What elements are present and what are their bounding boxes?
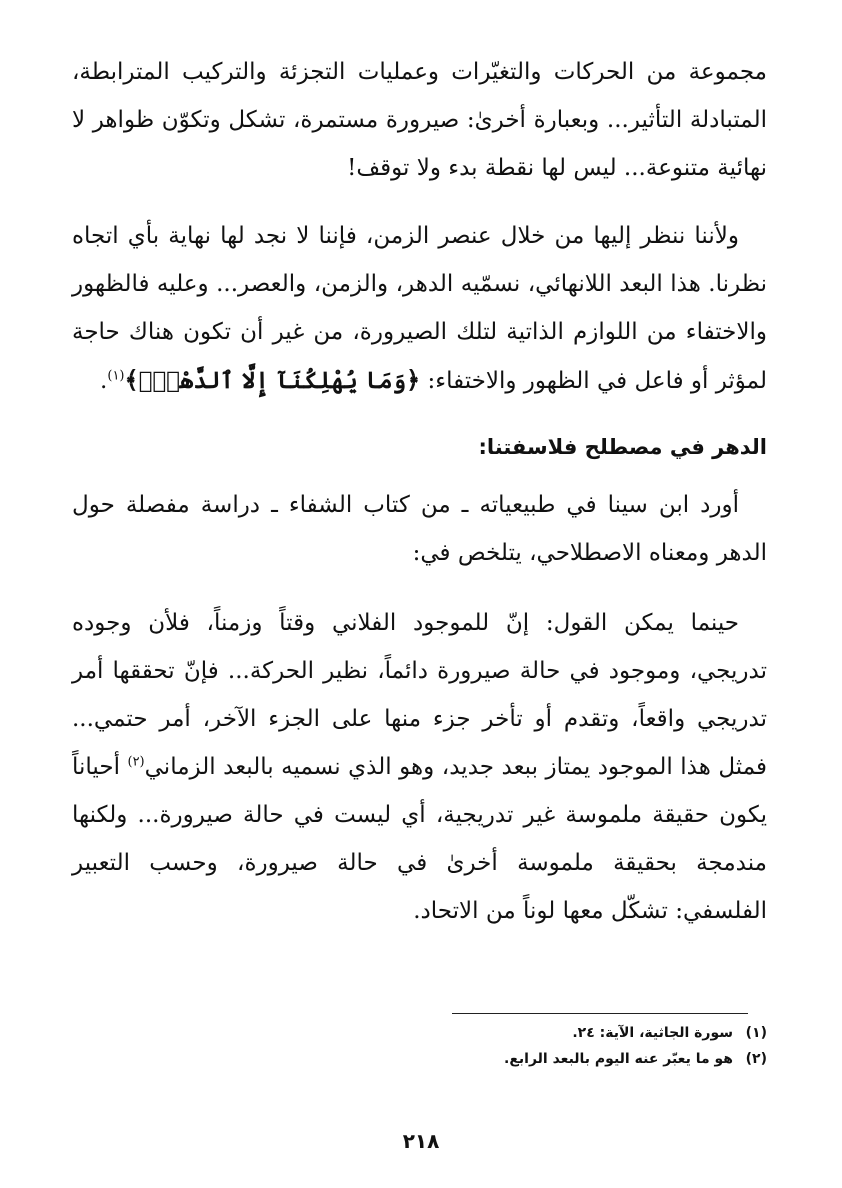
footnote-2 bbox=[300, 1046, 767, 1072]
quran-bracket-close: ﴾ bbox=[124, 365, 139, 394]
footnotes bbox=[300, 1020, 767, 1072]
footnote-2-text: هو ما يعبّر عنه اليوم بالبعد الرابع. bbox=[504, 1051, 733, 1067]
footnote-1-text: سورة الجاثية، الآية: ٢٤. bbox=[572, 1025, 733, 1041]
paragraph-2 bbox=[72, 212, 767, 405]
paragraph-2-end: . bbox=[100, 368, 108, 394]
quran-bracket-open: ﴿ bbox=[406, 365, 421, 394]
footnote-ref-1: (١) bbox=[107, 368, 125, 384]
footnote-2-number: (٢) bbox=[745, 1051, 767, 1067]
paragraph-4-text-a: حينما يمكن القول: إنّ للموجود الفلاني وقتاً وزمناً، فلأن وجوده تدريجي، وموجود في حالة صيرورة دائماً، نظير الحركة... فإنّ تحققها أمر تدريجي واقعاً، وتقدم أو تأخر جزء منها على الجزء الآخر، أمر حتمي... فمثل هذا الموجود يمتاز ببعد جديد، وهو الذي نسميه بالبعد الزماني bbox=[72, 610, 767, 780]
footnote-divider bbox=[452, 1013, 748, 1014]
paragraph-3: أورد ابن سينا في طبيعياته ـ من كتاب الشفاء ـ دراسة مفصلة حول الدهر ومعناه الاصطلاحي، يتلخص في: bbox=[72, 492, 767, 566]
section-heading: الدهر في مصطلح فلاسفتنا: bbox=[478, 435, 767, 459]
quran-verse: وَمَا يُهْلِكُنَآ إِلَّا ٱلدَّهْرُۚ bbox=[138, 367, 407, 394]
page-body bbox=[72, 48, 767, 935]
paragraph-1: مجموعة من الحركات والتغيّرات وعمليات التجزئة والتركيب المترابطة، المتبادلة التأثير... وبعبارة أخرىٰ: صيرورة مستمرة، تشكل وتكوّن ظواهر لا نهائية متنوعة... ليس لها نقطة بدء ولا توقف! bbox=[72, 59, 767, 181]
footnote-1-number: (١) bbox=[745, 1025, 767, 1041]
paragraph-4-text-b: أحياناً يكون حقيقة ملموسة غير تدريجية، أي ليست في حالة صيرورة... ولكنها مندمجة بحقيقة ملموسة أخرىٰ في حالة صيرورة، وحسب التعبير الفلسفي: تشكّل معها لوناً من الاتحاد. bbox=[72, 754, 767, 924]
page-number: ٢١٨ bbox=[402, 1129, 440, 1153]
paragraph-2-text: ولأننا ننظر إليها من خلال عنصر الزمن، فإننا لا نجد لها نهاية بأي اتجاه نظرنا. هذا البعد اللانهائي، نسمّيه الدهر، والزمن، والعصر... وعليه فالظهور والاختفاء من اللوازم الذاتية لتلك الصيرورة، من غير أن تكون هناك حاجة لمؤثر أو فاعل في الظهور والاختفاء: bbox=[72, 223, 767, 394]
paragraph-4 bbox=[72, 599, 767, 935]
footnote-1 bbox=[300, 1020, 767, 1046]
footnote-ref-2: (٢) bbox=[127, 754, 145, 770]
